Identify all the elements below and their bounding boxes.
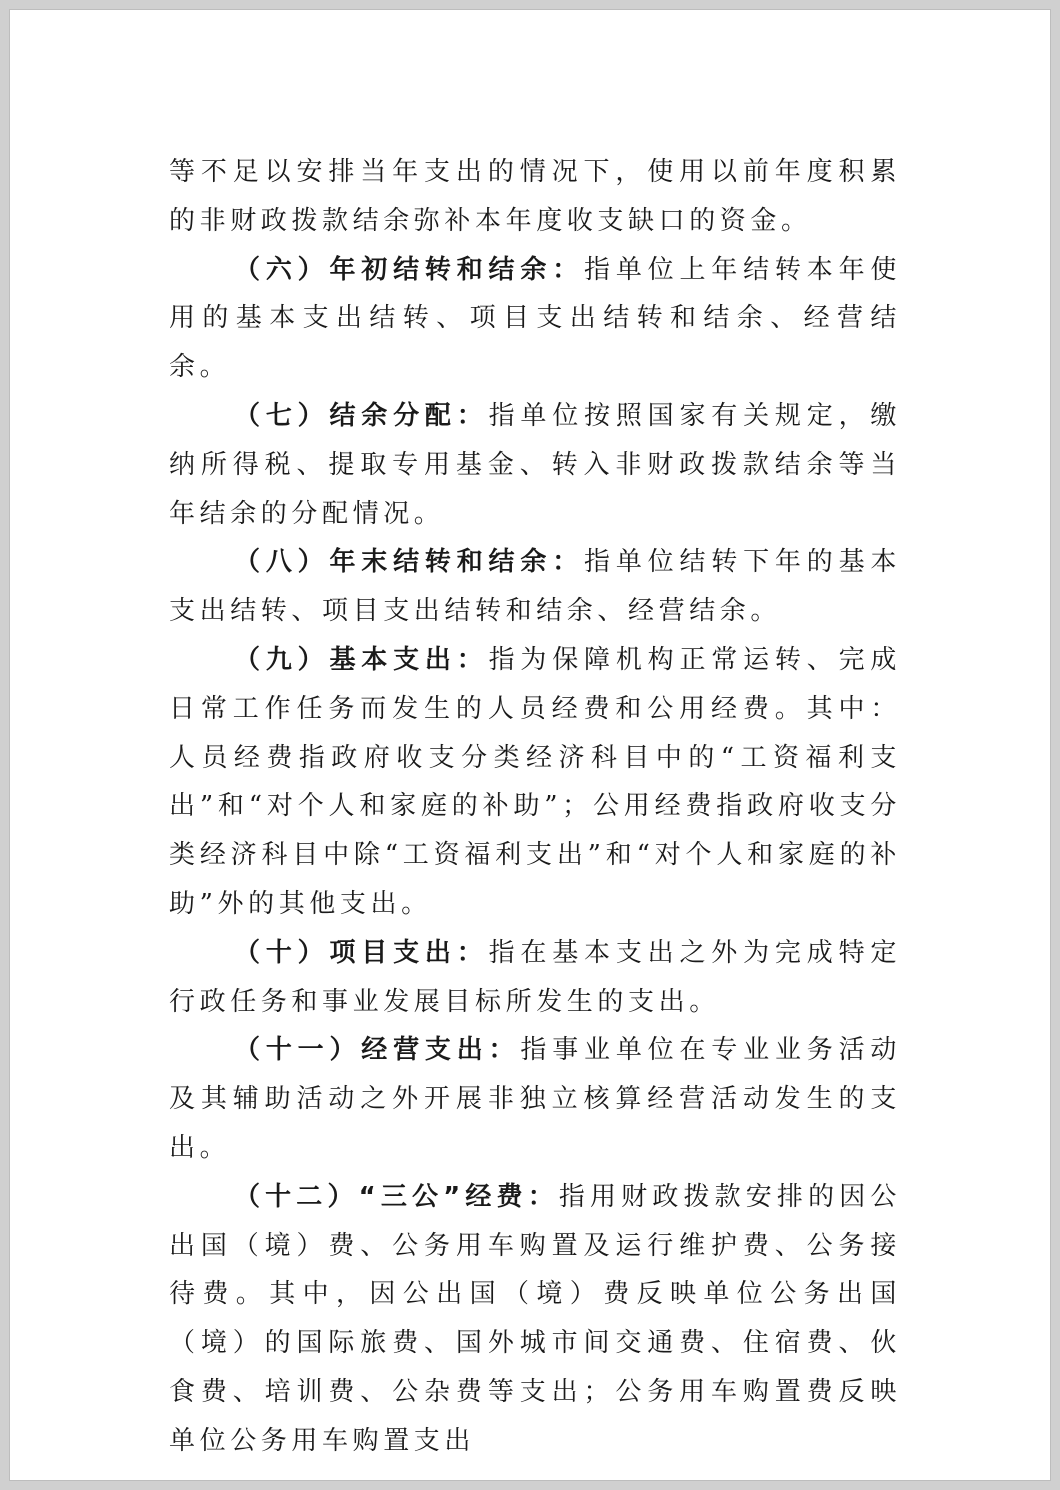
paragraph-text: 指单位按照国家有关规定，缴纳所得税、提取专用基金、转入非财政拨款结余等当年结余的分配情况。 [169,400,901,529]
document-body [169,148,901,1466]
term-heading: （九）基本支出： [234,644,489,675]
term-heading: （十二）“三公”经费： [234,1181,559,1212]
document-page [9,9,1051,1481]
paragraph-nine [169,636,901,929]
term-heading: （六）年初结转和结余： [234,254,585,285]
term-heading: （十）项目支出： [234,937,489,968]
paragraph-continuation [169,148,901,246]
term-heading: （十一）经营支出： [234,1035,521,1066]
term-heading: （七）结余分配： [234,400,489,431]
paragraph-six [169,246,901,392]
paragraph-twelve [169,1173,901,1466]
paragraph-text: 指用财政拨款安排的因公出国（境）费、公务用车购置及运行维护费、公务接待费。其中，因公出国（境）费反映单位公务出国（境）的国际旅费、国外城市间交通费、住宿费、伙食费、培训费、公杂费等支出；公务用车购置费反映单位公务用车购置支出 [169,1181,901,1456]
paragraph-text: 指为保障机构正常运转、完成日常工作任务而发生的人员经费和公用经费。其中：人员经费指政府收支分类经济科目中的“工资福利支出”和“对个人和家庭的补助”；公用经费指政府收支分类经济科目中除“工资福利支出”和“对个人和家庭的补助”外的其他支出。 [169,644,901,919]
paragraph-eight [169,538,901,636]
term-heading: （八）年末结转和结余： [234,547,585,578]
paragraph-eleven [169,1026,901,1172]
paragraph-text: 指单位上年结转本年使用的基本支出结转、项目支出结转和结余、经营结余。 [169,254,901,383]
paragraph-seven [169,392,901,538]
paragraph-text: 等不足以安排当年支出的情况下，使用以前年度积累的非财政拨款结余弥补本年度收支缺口的资金。 [169,157,901,236]
paragraph-text: 指事业单位在专业业务活动及其辅助活动之外开展非独立核算经营活动发生的支出。 [169,1035,902,1163]
paragraph-ten [169,929,901,1027]
paragraph-text: 指在基本支出之外为完成特定行政任务和事业发展目标所发生的支出。 [169,937,901,1017]
paragraph-text: 指单位结转下年的基本支出结转、项目支出结转和结余、经营结余。 [169,547,901,627]
